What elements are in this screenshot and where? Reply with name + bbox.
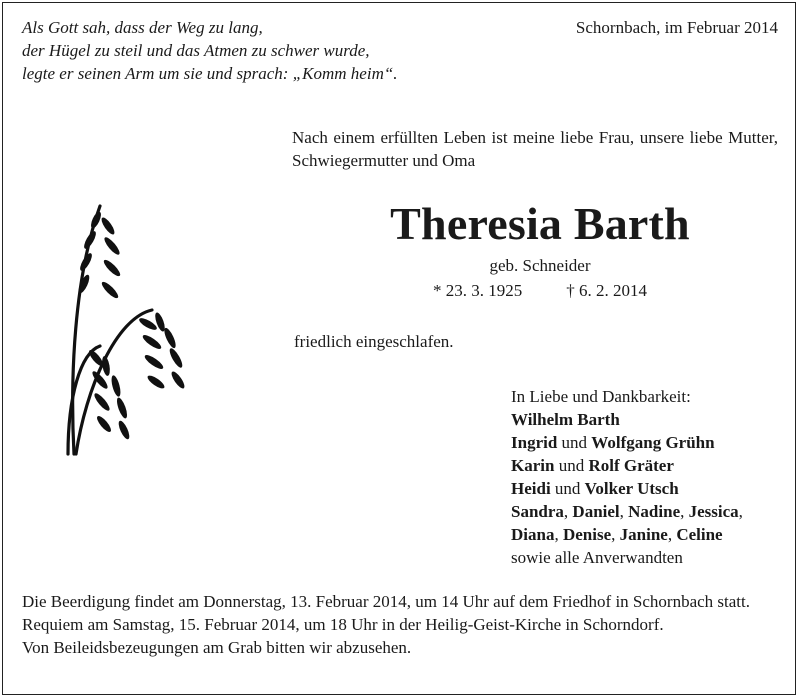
- mourner-separator: ,: [611, 525, 620, 544]
- mourner-joiner: und: [554, 456, 589, 475]
- mourner-name: Nadine: [628, 502, 681, 521]
- condolence-note: Von Beileidsbezeugungen am Grab bitten wir abzusehen.: [22, 638, 412, 657]
- place-date: Schornbach, im Februar 2014: [575, 18, 778, 37]
- mourner-name: Celine: [676, 525, 723, 544]
- mourner-name: Diana: [511, 525, 555, 544]
- mourner-name: Karin: [511, 456, 555, 475]
- maiden-name: geb. Schneider: [489, 256, 591, 275]
- requiem-line: Requiem am Samstag, 15. Februar 2014, um 18 Uhr in der Heilig-Geist-Kirche in Schorndorf.: [22, 615, 664, 634]
- quote-line: legte er seinen Arm um sie und sprach: „Komm heim“.: [22, 64, 398, 83]
- mourner-name: Janine: [619, 525, 668, 544]
- funeral-details: [22, 590, 778, 659]
- quote: [22, 16, 398, 85]
- mourner-name: Ingrid: [511, 433, 558, 452]
- mourner-line: [511, 500, 743, 523]
- mourner-name: Rolf Gräter: [588, 456, 674, 475]
- mourner-joiner: und: [550, 479, 585, 498]
- mourners-closing: sowie alle Anverwandten: [511, 548, 683, 567]
- mourner-separator: ,: [619, 502, 629, 521]
- mourner-name: Wilhelm Barth: [511, 410, 620, 429]
- death-date: † 6. 2. 2014: [566, 281, 647, 300]
- mourners-list: [511, 385, 743, 569]
- mourners-heading: In Liebe und Dankbarkeit:: [511, 387, 691, 406]
- mourner-name: Daniel: [572, 502, 620, 521]
- mourner-separator: ,: [563, 502, 573, 521]
- birth-date: * 23. 3. 1925: [433, 281, 523, 300]
- mourner-line: [511, 408, 743, 431]
- mourner-line: [511, 431, 743, 454]
- mourner-joiner: und: [557, 433, 592, 452]
- wheat-ears-icon: [56, 198, 196, 456]
- mourner-separator: ,: [554, 525, 563, 544]
- life-dates: [292, 279, 788, 302]
- funeral-line: Die Beerdigung findet am Donnerstag, 13. Februar 2014, um 14 Uhr auf dem Friedhof in Schornbach statt.: [22, 592, 751, 611]
- mourner-name: Sandra: [511, 502, 564, 521]
- mourner-line: [511, 454, 743, 477]
- deceased-name: Theresia Barth: [390, 198, 690, 249]
- mourner-line: [511, 523, 743, 546]
- mourner-name: Jessica: [688, 502, 739, 521]
- passed-away-text: friedlich eingeschlafen.: [294, 332, 454, 351]
- quote-line: der Hügel zu steil und das Atmen zu schwer wurde,: [22, 41, 370, 60]
- mourner-separator: ,: [667, 525, 677, 544]
- mourner-separator: ,: [738, 502, 743, 521]
- mourner-separator: ,: [680, 502, 689, 521]
- mourner-line: [511, 477, 743, 500]
- intro-text: Nach einem erfüllten Leben ist meine liebe Frau, unsere liebe Mutter, Schwiegermutter und Oma: [292, 128, 778, 170]
- mourner-name: Volker Utsch: [584, 479, 679, 498]
- quote-line: Als Gott sah, dass der Weg zu lang,: [22, 18, 263, 37]
- mourner-name: Heidi: [511, 479, 551, 498]
- mourner-name: Denise: [562, 525, 612, 544]
- mourner-name: Wolfgang Grühn: [591, 433, 715, 452]
